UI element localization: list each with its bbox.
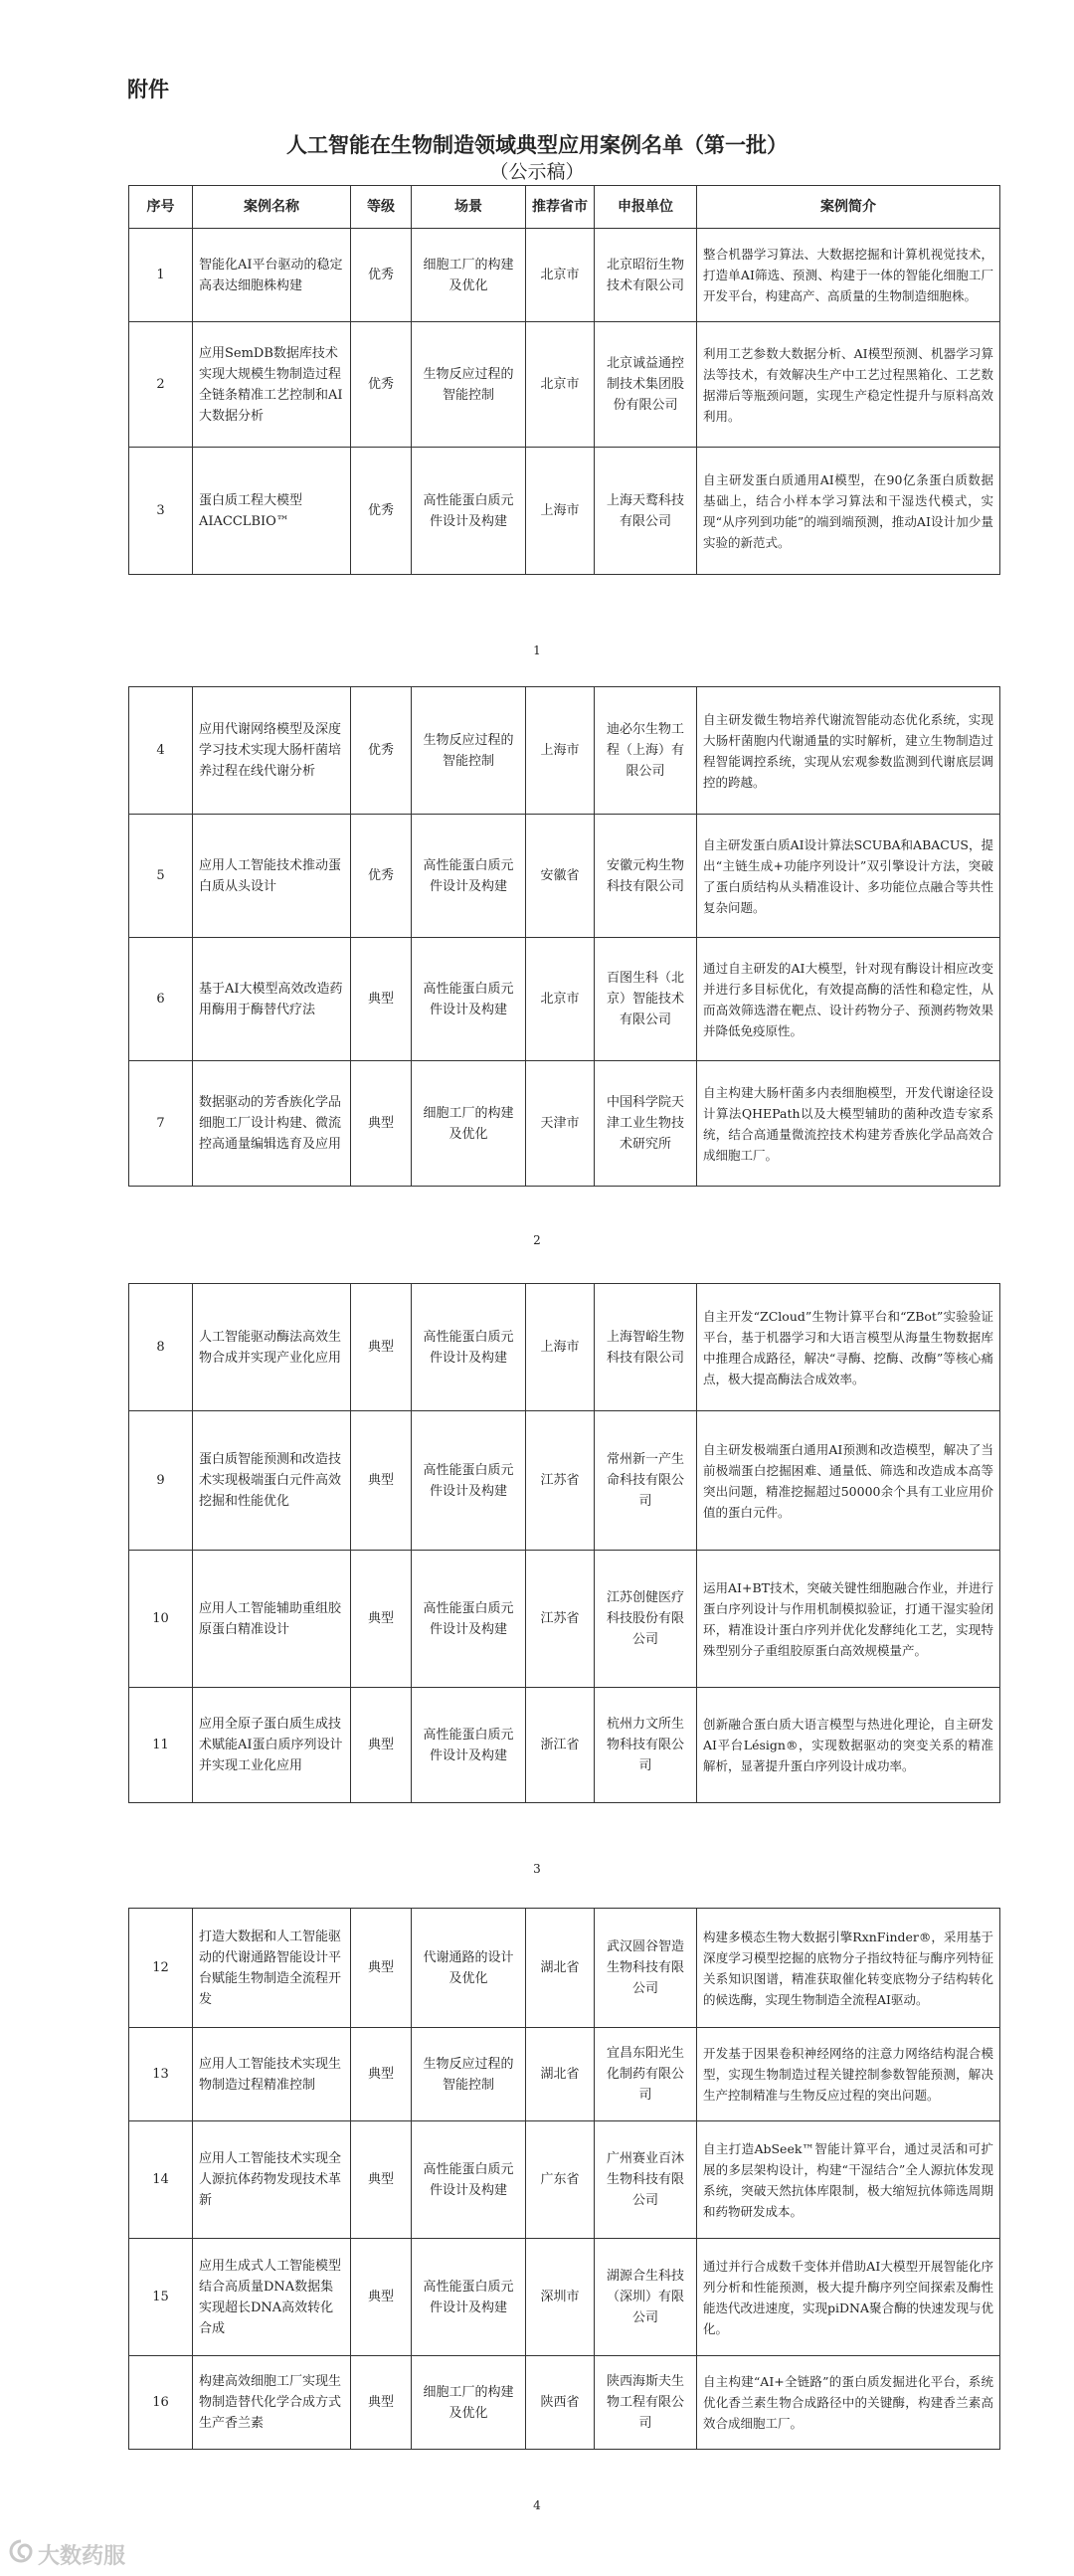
case-level: 优秀 [351,687,412,815]
case-number: 8 [129,1284,193,1411]
case-description: 自主研发极端蛋白通用AI预测和改造模型，解决了当前极端蛋白挖掘困难、通量低、筛选和改造成本高等突出问题，精准挖掘超过50000余个具有工业应用价值的蛋白元件。 [697,1411,1000,1551]
case-description: 运用AI+BT技术，突破关键性细胞融合作业，并进行蛋白序列设计与作用机制模拟验证，打通干湿实验闭环，精准设计蛋白序列并优化发酵纯化工艺，实现特殊型别分子重组胶原蛋白高效规模量产。 [697,1551,1000,1688]
table-row [129,815,1000,938]
case-description: 自主开发“ZCloud”生物计算平台和“ZBot”实验验证平台，基于机器学习和大语言模型从海量生物数据库中推理合成路径，解决“寻酶、挖酶、改酶”等核心痛点，极大提高酶法合成效率。 [697,1284,1000,1411]
case-province: 广东省 [526,2121,595,2239]
page-number: 2 [533,1233,541,1247]
watermark [8,2538,125,2570]
case-number: 10 [129,1551,193,1688]
column-header: 序号 [129,186,193,229]
swirl-logo-icon [8,2538,34,2570]
case-level: 优秀 [351,815,412,938]
case-unit: 武汉圆谷智造生物科技有限公司 [595,1909,697,2028]
table-row [129,2121,1000,2239]
column-header: 案例简介 [697,186,1000,229]
case-level: 优秀 [351,229,412,322]
table-row [129,1284,1000,1411]
watermark-text: 大数药服 [38,2543,126,2569]
attachment-label: 附件 [127,78,169,101]
case-name: 数据驱动的芳香族化学品细胞工厂设计构建、微流控高通量编辑选育及应用 [193,1061,351,1187]
case-province: 上海市 [526,687,595,815]
case-name: 基于AI大模型高效改造药用酶用于酶替代疗法 [193,938,351,1061]
case-unit: 杭州力文所生物科技有限公司 [595,1688,697,1803]
page-number: 1 [533,644,541,657]
case-name: 应用人工智能技术推动蛋白质从头设计 [193,815,351,938]
case-name: 应用全原子蛋白质生成技术赋能AI蛋白质序列设计并实现工业化应用 [193,1688,351,1803]
page-number: 4 [533,2498,541,2512]
case-name: 应用人工智能技术实现全人源抗体药物发现技术革新 [193,2121,351,2239]
case-unit: 湖源合生科技（深圳）有限公司 [595,2239,697,2356]
case-number: 1 [129,229,193,322]
case-description: 整合机器学习算法、大数据挖掘和计算机视觉技术，打造单AI筛选、预测、构建于一体的智能化细胞工厂开发平台，构建高产、高质量的生物制造细胞株。 [697,229,1000,322]
table-row [129,1688,1000,1803]
case-level: 典型 [351,1061,412,1187]
case-level: 典型 [351,938,412,1061]
document-subtitle: （公示稿） [489,161,585,183]
case-scene: 高性能蛋白质元件设计及构建 [412,938,526,1061]
case-level: 典型 [351,2356,412,2450]
case-name: 应用SemDB数据库技术实现大规模生物制造过程全链条精准工艺控制和AI大数据分析 [193,322,351,448]
case-table-page-3 [128,1283,1000,1803]
case-unit: 上海天鹜科技有限公司 [595,448,697,575]
case-name: 蛋白质智能预测和改造技术实现极端蛋白元件高效挖掘和性能优化 [193,1411,351,1551]
case-number: 2 [129,322,193,448]
case-description: 利用工艺参数大数据分析、AI模型预测、机器学习算法等技术，有效解决生产中工艺过程黑箱化、工艺数据滞后等瓶颈问题，实现生产稳定性提升与原料高效利用。 [697,322,1000,448]
case-province: 上海市 [526,1284,595,1411]
case-province: 江苏省 [526,1411,595,1551]
table-row [129,1061,1000,1187]
case-province: 上海市 [526,448,595,575]
table-row [129,1909,1000,2028]
table-row [129,448,1000,575]
column-header: 案例名称 [193,186,351,229]
case-province: 深圳市 [526,2239,595,2356]
table-row [129,2239,1000,2356]
case-number: 15 [129,2239,193,2356]
table-header-row [129,186,1000,229]
column-header: 推荐省市 [526,186,595,229]
table-row [129,1411,1000,1551]
case-unit: 宜昌东阳光生化制药有限公司 [595,2028,697,2121]
case-scene: 高性能蛋白质元件设计及构建 [412,2121,526,2239]
case-scene: 高性能蛋白质元件设计及构建 [412,2239,526,2356]
case-table-page-4 [128,1908,1000,2450]
case-name: 打造大数据和人工智能驱动的代谢通路智能设计平台赋能生物制造全流程开发 [193,1909,351,2028]
case-scene: 高性能蛋白质元件设计及构建 [412,448,526,575]
case-scene: 高性能蛋白质元件设计及构建 [412,1411,526,1551]
case-unit: 上海智峪生物科技有限公司 [595,1284,697,1411]
case-number: 14 [129,2121,193,2239]
case-description: 自主研发蛋白质AI设计算法SCUBA和ABACUS，提出“主链生成+功能序列设计”双引擎设计方法，突破了蛋白质结构从头精准设计、多功能位点融合等共性复杂问题。 [697,815,1000,938]
case-unit: 百图生科（北京）智能技术有限公司 [595,938,697,1061]
case-name: 应用代谢网络模型及深度学习技术实现大肠杆菌培养过程在线代谢分析 [193,687,351,815]
table-row [129,687,1000,815]
case-number: 13 [129,2028,193,2121]
case-scene: 生物反应过程的智能控制 [412,2028,526,2121]
case-scene: 高性能蛋白质元件设计及构建 [412,815,526,938]
case-unit: 迪必尔生物工程（上海）有限公司 [595,687,697,815]
case-description: 自主构建“AI+全链路”的蛋白质发掘进化平台，系统优化香兰素生物合成路径中的关键酶，构建香兰素高效合成细胞工厂。 [697,2356,1000,2450]
case-unit: 安徽元构生物科技有限公司 [595,815,697,938]
table-row [129,1551,1000,1688]
case-table-page-2 [128,686,1000,1187]
case-number: 12 [129,1909,193,2028]
case-name: 智能化AI平台驱动的稳定高表达细胞株构建 [193,229,351,322]
case-number: 6 [129,938,193,1061]
case-unit: 陕西海斯夫生物工程有限公司 [595,2356,697,2450]
case-description: 创新融合蛋白质大语言模型与热进化理论，自主研发AI平台Lésign®，实现数据驱动的突变关系的精准解析，显著提升蛋白序列设计成功率。 [697,1688,1000,1803]
case-level: 典型 [351,1551,412,1688]
case-table-page-1 [128,185,1000,575]
case-number: 9 [129,1411,193,1551]
case-level: 典型 [351,1688,412,1803]
case-level: 典型 [351,2028,412,2121]
case-description: 构建多模态生物大数据引擎RxnFinder®，采用基于深度学习模型挖掘的底物分子指纹特征与酶序列特征关系知识图谱，精准获取催化转变底物分子结构转化的候选酶，实现生物制造全流程AI驱动。 [697,1909,1000,2028]
case-number: 16 [129,2356,193,2450]
case-scene: 高性能蛋白质元件设计及构建 [412,1688,526,1803]
case-scene: 生物反应过程的智能控制 [412,687,526,815]
case-level: 典型 [351,2239,412,2356]
case-unit: 北京昭衍生物技术有限公司 [595,229,697,322]
case-number: 4 [129,687,193,815]
table-row [129,2356,1000,2450]
case-province: 陕西省 [526,2356,595,2450]
case-number: 5 [129,815,193,938]
case-scene: 高性能蛋白质元件设计及构建 [412,1284,526,1411]
case-province: 北京市 [526,938,595,1061]
case-unit: 中国科学院天津工业生物技术研究所 [595,1061,697,1187]
table-row [129,322,1000,448]
case-number: 7 [129,1061,193,1187]
case-description: 通过自主研发的AI大模型，针对现有酶设计相应改变并进行多目标优化，有效提高酶的活性和稳定性，从而高效筛选潜在靶点、设计药物分子、预测药物效果并降低免疫原性。 [697,938,1000,1061]
case-number: 11 [129,1688,193,1803]
case-scene: 高性能蛋白质元件设计及构建 [412,1551,526,1688]
column-header: 场景 [412,186,526,229]
case-description: 自主打造AbSeek™智能计算平台，通过灵活和可扩展的多层架构设计，构建“干湿结合”全人源抗体发现系统，突破天然抗体库限制，极大缩短抗体筛选周期和药物研发成本。 [697,2121,1000,2239]
case-scene: 细胞工厂的构建及优化 [412,1061,526,1187]
case-name: 人工智能驱动酶法高效生物合成并实现产业化应用 [193,1284,351,1411]
case-province: 江苏省 [526,1551,595,1688]
case-province: 北京市 [526,322,595,448]
case-level: 优秀 [351,322,412,448]
case-scene: 代谢通路的设计及优化 [412,1909,526,2028]
case-name: 应用人工智能辅助重组胶原蛋白精准设计 [193,1551,351,1688]
case-province: 湖北省 [526,1909,595,2028]
case-description: 开发基于因果卷积神经网络的注意力网络结构混合模型，实现生物制造过程关键控制参数智能预测，解决生产控制精准与生物反应过程的突出问题。 [697,2028,1000,2121]
case-description: 自主研发蛋白质通用AI模型，在90亿条蛋白质数据基础上，结合小样本学习算法和干湿迭代模式，实现“从序列到功能”的端到端预测，推动AI设计加少量实验的新范式。 [697,448,1000,575]
case-scene: 细胞工厂的构建及优化 [412,2356,526,2450]
case-province: 北京市 [526,229,595,322]
case-description: 通过并行合成数千变体并借助AI大模型开展智能化序列分析和性能预测，极大提升酶序列空间探索及酶性能迭代改进速度，实现piDNA聚合酶的快速发现与优化。 [697,2239,1000,2356]
case-unit: 江苏创健医疗科技股份有限公司 [595,1551,697,1688]
table-row [129,2028,1000,2121]
case-province: 安徽省 [526,815,595,938]
case-unit: 北京诚益通控制技术集团股份有限公司 [595,322,697,448]
case-province: 天津市 [526,1061,595,1187]
case-scene: 生物反应过程的智能控制 [412,322,526,448]
case-name: 应用人工智能技术实现生物制造过程精准控制 [193,2028,351,2121]
case-level: 典型 [351,1411,412,1551]
document-title: 人工智能在生物制造领域典型应用案例名单（第一批） [286,133,788,157]
case-description: 自主构建大肠杆菌多内表细胞模型，开发代谢途径设计算法QHEPath以及大模型辅助的菌种改造专家系统，结合高通量微流控技术构建芳香族化学品高效合成细胞工厂。 [697,1061,1000,1187]
case-level: 优秀 [351,448,412,575]
page-number: 3 [533,1862,541,1876]
case-number: 3 [129,448,193,575]
case-level: 典型 [351,2121,412,2239]
column-header: 等级 [351,186,412,229]
case-name: 蛋白质工程大模型AIACCLBIO™ [193,448,351,575]
case-level: 典型 [351,1909,412,2028]
case-province: 湖北省 [526,2028,595,2121]
table-row [129,229,1000,322]
case-province: 浙江省 [526,1688,595,1803]
table-row [129,938,1000,1061]
case-unit: 常州新一产生命科技有限公司 [595,1411,697,1551]
case-unit: 广州赛业百沐生物科技有限公司 [595,2121,697,2239]
case-scene: 细胞工厂的构建及优化 [412,229,526,322]
case-name: 应用生成式人工智能模型结合高质量DNA数据集实现超长DNA高效转化合成 [193,2239,351,2356]
case-description: 自主研发微生物培养代谢流智能动态优化系统，实现大肠杆菌胞内代谢通量的实时解析，建立生物制造过程智能调控系统，实现从宏观参数监测到代谢底层调控的跨越。 [697,687,1000,815]
case-name: 构建高效细胞工厂实现生物制造替代化学合成方式生产香兰素 [193,2356,351,2450]
case-level: 典型 [351,1284,412,1411]
column-header: 申报单位 [595,186,697,229]
